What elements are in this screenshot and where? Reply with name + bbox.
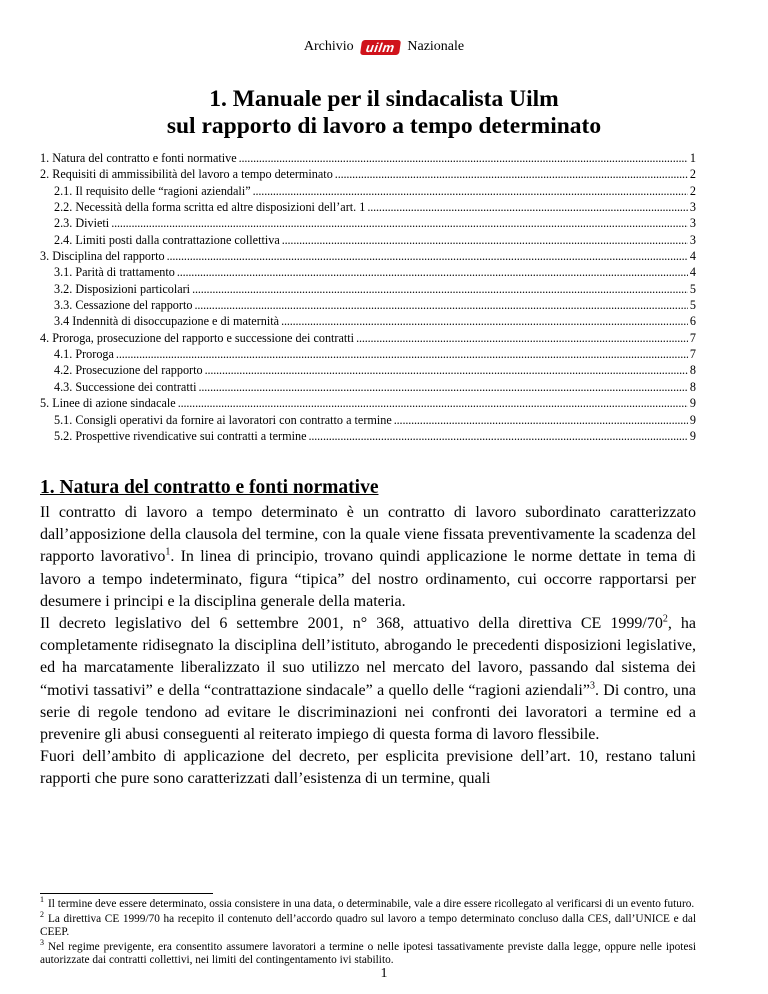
toc-leader-dots bbox=[192, 281, 688, 297]
footnotes bbox=[40, 895, 696, 969]
body-paragraph-2: Il decreto legislativo del 6 settembre 2001, n° 368, attuativo della direttiva CE $1999/70^2$, ha completamente ridisegnato la disciplina dell’istituto, abrogando le precedenti disposizioni legislative, ed ha marcatamente liberalizzato il suo utilizzo nel mercato del lavoro, passando dal sistema dei “motivi tassativi” e della “contrattazione sindacale” a quello delle “ragioni aziendali”$^3$. Di contro, una serie di regole tendono ad evitare le discriminazioni nei confronti dei lavoratori a termine ed a prevenire gli abusi conseguenti al reiterato impiego di questa forma di lavoro flessibile. bbox=[40, 613, 696, 744]
toc-entry-label: 3.1. Parità di trattamento bbox=[54, 265, 175, 280]
toc-entry[interactable] bbox=[40, 232, 696, 248]
footnote-ref-3[interactable]: 3 bbox=[589, 680, 595, 692]
toc-entry-page: 4 bbox=[689, 265, 696, 280]
header-nazionale: Nazionale bbox=[407, 39, 465, 54]
toc-entry-page: 2 bbox=[689, 183, 696, 198]
toc-entry-page: 8 bbox=[689, 379, 696, 394]
title-line-2: sul rapporto di lavoro a tempo determinato bbox=[166, 113, 602, 139]
toc-entry-label: 3.2. Disposizioni particolari bbox=[54, 281, 191, 296]
footnote-1: $^1$ Il termine deve essere determinato, ossia consistere in una data, o determinabile, vale a dire essere ricollegato al verificarsi di un evento futuro. bbox=[40, 895, 695, 910]
toc-entry[interactable] bbox=[40, 313, 696, 329]
page-header bbox=[0, 38, 768, 56]
toc-entry[interactable] bbox=[40, 330, 696, 346]
title-line-1: 1. Manuale per il sindacalista Uilm bbox=[209, 86, 559, 112]
toc-entry[interactable] bbox=[40, 379, 696, 395]
toc-entry-page: 3 bbox=[689, 216, 696, 231]
header-archivio: Archivio bbox=[303, 39, 354, 54]
toc-entry-page: 9 bbox=[689, 428, 696, 443]
toc-entry-page: 8 bbox=[689, 363, 696, 378]
toc-entry-page: 6 bbox=[689, 314, 696, 329]
toc-entry[interactable] bbox=[40, 395, 696, 411]
toc-entry-page: 3 bbox=[689, 232, 696, 247]
toc-entry-page: 5 bbox=[689, 298, 696, 313]
section-heading: 1. Natura del contratto e fonti normative bbox=[40, 477, 379, 498]
toc-entry-label: 4.3. Successione dei contratti bbox=[54, 379, 197, 394]
toc-entry[interactable] bbox=[40, 183, 696, 199]
body-paragraph-3: Fuori dell’ambito di applicazione del decreto, per esplicita previsione dell’art. 10, restano taluni rapporti che pure sono caratterizzati dall’esistenza di un termine, quali bbox=[40, 748, 696, 788]
toc-entry-page: 2 bbox=[689, 167, 696, 182]
toc-entry[interactable] bbox=[40, 166, 696, 182]
toc-entry[interactable] bbox=[40, 297, 696, 313]
toc-entry-page: 4 bbox=[689, 249, 696, 264]
toc-entry-page: 9 bbox=[689, 396, 696, 411]
toc-entry-label: 1. Natura del contratto e fonti normative bbox=[40, 151, 237, 165]
toc-entry[interactable] bbox=[40, 362, 696, 378]
toc-leader-dots bbox=[116, 346, 688, 362]
toc-entry[interactable] bbox=[40, 248, 696, 264]
toc-entry-page: 7 bbox=[689, 330, 696, 345]
body-paragraph-1: Il contratto di lavoro a tempo determinato è un contratto di lavoro subordinato caratterizzato dall’apposizione della clausola del termine, con la quale viene fissata preventivamente la scadenza del rapporto lavorativo$^1$. In linea di principio, trovano quindi applicazione le norme dettate in tema di lavoro a tempo indeterminato, figura “tipica” del nostro ordinamento, cui occorre rapportarsi per desumere i principi e la disciplina generale della materia. bbox=[40, 504, 696, 610]
toc-entry[interactable] bbox=[40, 281, 696, 297]
toc-leader-dots bbox=[253, 183, 688, 199]
toc-entry-label: 4.2. Prosecuzione del rapporto bbox=[54, 363, 203, 378]
toc-entry-label: 2. Requisiti di ammissibilità del lavoro a tempo determinato bbox=[40, 167, 333, 182]
toc-entry[interactable] bbox=[40, 264, 696, 280]
toc-leader-dots bbox=[177, 264, 688, 280]
footnote-ref-2[interactable]: 2 bbox=[662, 613, 668, 625]
table-of-contents bbox=[40, 150, 696, 444]
toc-entry-page: 7 bbox=[689, 347, 696, 362]
toc-entry[interactable] bbox=[40, 199, 696, 215]
toc-entry-label: 5.2. Prospettive rivendicative sui contratti a termine bbox=[54, 428, 307, 443]
footnote-3: $^3$ Nel regime previgente, era consentito assumere lavoratori a termine o nelle ipotesi tassativamente previste dalla legge, oppure nelle ipotesi autorizzate dai contratti collettivi, nei limiti del contingentamento ivi stabilito. bbox=[40, 938, 696, 967]
toc-leader-dots bbox=[308, 428, 687, 444]
toc-leader-dots bbox=[282, 232, 688, 248]
toc-leader-dots bbox=[281, 313, 688, 329]
toc-leader-dots bbox=[335, 166, 688, 182]
toc-entry-label: 3.3. Cessazione del rapporto bbox=[54, 298, 193, 313]
toc-leader-dots bbox=[205, 362, 688, 378]
page-number: 1 bbox=[380, 966, 388, 981]
footnote-2: $^2$ La direttiva CE 1999/70 ha recepito il contenuto dell’accordo quadro sul lavoro a tempo determinato concluso dalla CES, dall’UNICE e dal CEEP. bbox=[40, 909, 696, 939]
toc-entry-label: 4.1. Proroga bbox=[54, 347, 114, 362]
toc-entry-label: 2.1. Il requisito delle “ragioni aziendali” bbox=[54, 183, 251, 198]
toc-leader-dots bbox=[194, 297, 687, 313]
toc-entry-label: 4. Proroga, prosecuzione del rapporto e successione dei contratti bbox=[40, 330, 355, 345]
toc-leader-dots bbox=[178, 395, 688, 411]
toc-entry-label: 2.3. Divieti bbox=[54, 216, 110, 231]
toc-entry[interactable] bbox=[40, 346, 696, 362]
toc-entry-page: 9 bbox=[689, 412, 696, 427]
toc-leader-dots bbox=[356, 330, 688, 346]
document-title bbox=[0, 86, 768, 140]
toc-entry-page: 1 bbox=[689, 151, 696, 165]
uilm-logo: uilm bbox=[360, 40, 401, 55]
toc-entry-label: 3.4 Indennità di disoccupazione e di maternità bbox=[54, 314, 280, 329]
toc-entry[interactable] bbox=[40, 215, 696, 231]
section-body bbox=[40, 502, 696, 791]
toc-entry-label: 2.4. Limiti posti dalla contrattazione collettiva bbox=[54, 232, 280, 247]
toc-leader-dots bbox=[111, 215, 688, 231]
toc-entry[interactable] bbox=[40, 412, 696, 428]
toc-entry-page: 5 bbox=[689, 281, 696, 296]
toc-leader-dots bbox=[239, 150, 688, 166]
toc-entry-label: 3. Disciplina del rapporto bbox=[40, 249, 165, 264]
toc-leader-dots bbox=[167, 248, 688, 264]
toc-leader-dots bbox=[199, 379, 688, 395]
toc-entry[interactable] bbox=[40, 428, 696, 444]
toc-entry-label: 2.2. Necessità della forma scritta ed altre disposizioni dell’art. 1 bbox=[54, 200, 366, 215]
toc-entry-page: 3 bbox=[689, 200, 696, 215]
toc-entry-label: 5.1. Consigli operativi da fornire ai lavoratori con contratto a termine bbox=[54, 412, 392, 427]
footnote-separator bbox=[40, 893, 213, 894]
toc-entry[interactable] bbox=[40, 150, 696, 166]
toc-leader-dots bbox=[394, 412, 688, 428]
toc-leader-dots bbox=[367, 199, 688, 215]
toc-entry-label: 5. Linee di azione sindacale bbox=[40, 396, 176, 411]
footnote-ref-1[interactable]: 1 bbox=[165, 547, 171, 559]
